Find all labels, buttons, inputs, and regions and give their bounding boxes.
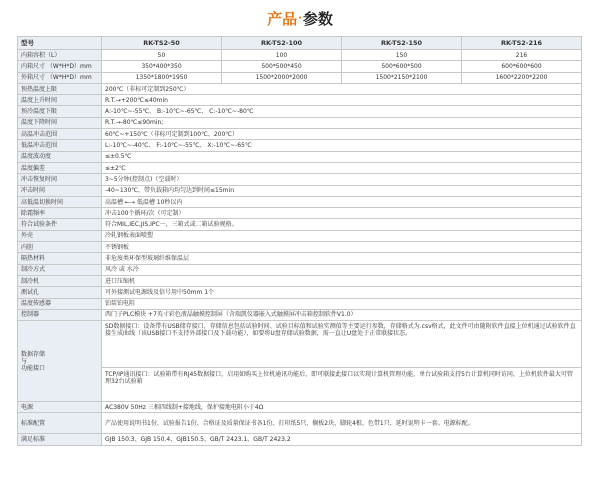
row-value: 可外接测试电源线及信号用中50mm 1个: [102, 287, 582, 298]
row-label-line: 与: [21, 357, 28, 365]
row-value: 1350*1800*1950: [102, 72, 222, 83]
row-label: 冲击时间: [18, 185, 102, 196]
row-value: 350*400*350: [102, 61, 222, 72]
table-row: [18, 264, 582, 275]
row-value: -40~130℃，带负载箱内均匀达到时间≤15min: [102, 185, 582, 196]
row-value: 50: [102, 50, 222, 61]
table-row: [18, 402, 582, 413]
row-value: A:-10℃~-55℃、 B:-10℃~-65℃、 C:-10℃~-80℃: [102, 106, 582, 117]
table-row: [18, 434, 582, 445]
table-row: [18, 287, 582, 298]
title-dot: ·: [298, 12, 302, 24]
title-part-params: 参数: [302, 9, 333, 28]
row-value: 1600*2200*2200: [462, 72, 582, 83]
row-value: 风冷 或 水冷: [102, 264, 582, 275]
row-value: 铂装铂电阻: [102, 298, 582, 309]
row-value: 不锈钢板: [102, 242, 582, 253]
sd-interface-text: SD数据接口：设备带有USB储存接口，存储信息包括试验时间、试验目标值和试验实测值等主要运行参数，存储格式为.csv格式，此文件可由随附软件直接上位机通过试验软件直接生成曲线（该USB接口不支持外部接口及下载功能），如要将U盘存储试验数据，需一直让U盘处于正常联接状态。: [102, 321, 582, 368]
row-label: 外壳: [18, 230, 102, 241]
row-value: 216: [462, 50, 582, 61]
row-label: 温度下降时间: [18, 117, 102, 128]
row-label-data-storage: [18, 321, 102, 402]
spec-table: [17, 36, 582, 446]
table-row: [18, 140, 582, 151]
page-title: [0, 0, 600, 36]
row-value: 产品使用说明书1份、试验报告1份、合格证及质量保证书各1份、打印纸5只、搁板2块、脚轮4根、色带1只、延时说明卡一套。电源标配。: [102, 413, 582, 434]
table-row-tcp: [18, 368, 582, 402]
model-name: RK-TS2-150: [342, 37, 462, 50]
table-row: [18, 106, 582, 117]
row-value: 3~5分钟(控制点)（空载时）: [102, 174, 582, 185]
spec-table-body: [18, 37, 582, 446]
row-value: 600*600*600: [462, 61, 582, 72]
row-label: 内箱尺寸 （W*H*D）mm: [18, 61, 102, 72]
row-value: R.T.→-80℃≤90min;: [102, 117, 582, 128]
row-label: 满足标准: [18, 434, 102, 445]
row-value: AC380V 50Hz 三相四线制+接地线，保护接地电阻小于4Ω: [102, 402, 582, 413]
row-label: 冲击恢复时间: [18, 174, 102, 185]
row-value: 高温槽 ←→ 低温槽 10秒以内: [102, 196, 582, 207]
table-row: [18, 151, 582, 162]
row-value: L:-10℃~-40℃、 F:-10℃~-55℃、 X:-10℃~-65℃: [102, 140, 582, 151]
table-row: [18, 95, 582, 106]
table-row-data-storage: [18, 321, 582, 368]
row-value: 1500*2000*2000: [222, 72, 342, 83]
table-row: [18, 72, 582, 83]
row-value: 500*500*450: [222, 61, 342, 72]
row-value: 冲击100个循环/次（可定制）: [102, 208, 582, 219]
row-value: 进口压缩机: [102, 275, 582, 286]
row-label: 预冷温度下限: [18, 106, 102, 117]
row-value: ≤±0.5℃: [102, 151, 582, 162]
title-part-product: 产品: [267, 9, 298, 28]
table-row: [18, 174, 582, 185]
model-name: RK-TS2-216: [462, 37, 582, 50]
table-row: [18, 208, 582, 219]
table-header-row: [18, 37, 582, 50]
table-row: [18, 230, 582, 241]
row-value: ≤±2℃: [102, 162, 582, 173]
row-label: 内胆: [18, 242, 102, 253]
row-label: 符合试验条件: [18, 219, 102, 230]
row-label: 温度偏差: [18, 162, 102, 173]
table-row: [18, 298, 582, 309]
row-label: 预热温度上限: [18, 83, 102, 94]
row-label: 温度上升时间: [18, 95, 102, 106]
table-row: [18, 219, 582, 230]
row-label: 高温冲击范围: [18, 129, 102, 140]
row-label: 温度传感器: [18, 298, 102, 309]
row-value: 1500*2150*2100: [342, 72, 462, 83]
row-label: 标准配置: [18, 413, 102, 434]
row-value: 200℃（非标可定制到250℃）: [102, 83, 582, 94]
row-label: 控制器: [18, 309, 102, 320]
row-value: 符合MIL,IEC,JIS,IPC一，三箱式或二箱试验规格。: [102, 219, 582, 230]
row-label: 除霜频率: [18, 208, 102, 219]
table-row: [18, 117, 582, 128]
row-value: R.T.→+200℃≤40min: [102, 95, 582, 106]
tcp-interface-text: TCP/IP通讯接口：试验箱带有RJ45数据接口，启用如购买上位机通讯功能后，即可联接此接口以实现计算机管理功能，单台试验箱支持5台计算机同时访问，上位机软件最大可管理32台试验箱: [102, 368, 582, 402]
row-label-line: 数据存储: [21, 350, 46, 358]
row-label: 隔热材料: [18, 253, 102, 264]
row-label: 温度波动度: [18, 151, 102, 162]
row-label: 电源: [18, 402, 102, 413]
model-name: RK-TS2-50: [102, 37, 222, 50]
header-label: 型号: [18, 37, 102, 50]
table-row: [18, 185, 582, 196]
row-value: GJB 150.3、GJB 150.4、GJB150.5、GB/T 2423.1、GB/T 2423.2: [102, 434, 582, 445]
row-label: 外箱尺寸 （W*H*D）mm: [18, 72, 102, 83]
table-row: [18, 309, 582, 320]
row-value: 60℃~+150℃（非标可定制到100℃、200℃）: [102, 129, 582, 140]
model-name: RK-TS2-100: [222, 37, 342, 50]
row-label: 高低温切换时间: [18, 196, 102, 207]
row-label-line: 功能接口: [21, 364, 46, 372]
table-row: [18, 162, 582, 173]
row-label: 制冷机: [18, 275, 102, 286]
row-label: 测试孔: [18, 287, 102, 298]
row-value: 500*600*500: [342, 61, 462, 72]
row-value: 非危废类环保型玻璃纤维保温层: [102, 253, 582, 264]
table-row: [18, 83, 582, 94]
table-row: [18, 61, 582, 72]
table-row: [18, 413, 582, 434]
table-row: [18, 253, 582, 264]
table-row: [18, 275, 582, 286]
row-value: 100: [222, 50, 342, 61]
table-row: [18, 242, 582, 253]
row-label: 制冷方式: [18, 264, 102, 275]
table-row: [18, 196, 582, 207]
table-row: [18, 50, 582, 61]
row-value: 冷轧钢板表面喷塑: [102, 230, 582, 241]
row-value: 西门子PLC模块 +7英寸彩色液晶触摸控制屏（含瑞凯仪器嵌入式触摸屏冲击箱控制软件V1.0）: [102, 309, 582, 320]
row-label: 内箱容积（L）: [18, 50, 102, 61]
row-label: 低温冲击范围: [18, 140, 102, 151]
table-row: [18, 129, 582, 140]
row-value: 150: [342, 50, 462, 61]
